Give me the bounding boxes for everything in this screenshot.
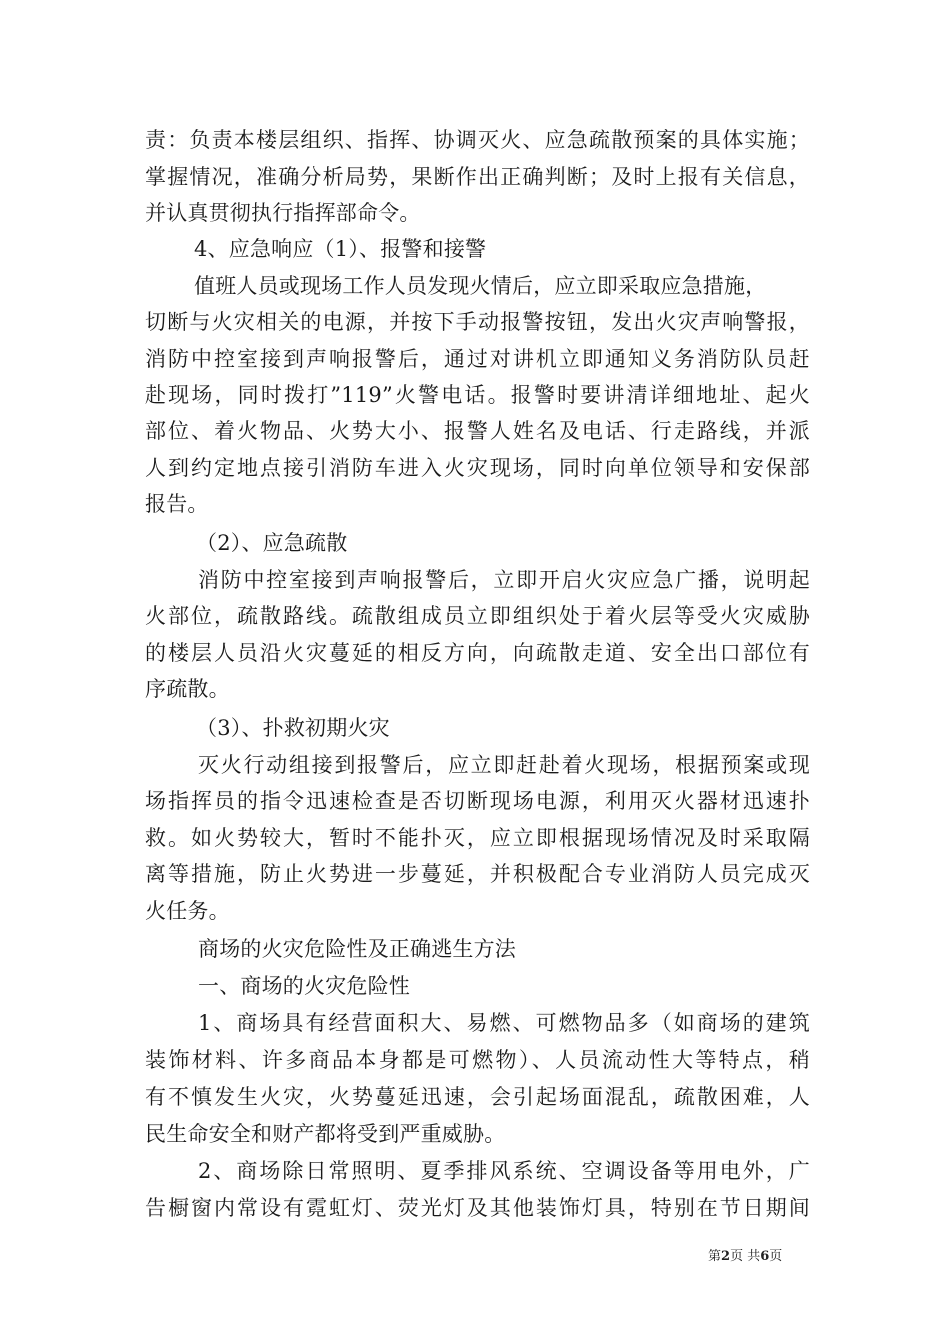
text-line: 掌握情况，准确分析局势，果断作出正确判断；及时上报有关信息， [145, 165, 810, 189]
text-line: 并认真贯彻执行指挥部命令。 [145, 201, 421, 225]
text-line: 赴现场，同时拨打”119”火警电话。报警时要讲清详细地址、起火 [145, 383, 810, 407]
text-line: 报告。 [145, 492, 209, 516]
page-number: 2 [721, 1249, 731, 1264]
text-line: 的楼层人员沿火灾蔓延的相反方向，向疏散走道、安全出口部位有 [145, 641, 810, 665]
text-line: 责：负责本楼层组织、指挥、协调灭火、应急疏散预案的具体实施； [145, 128, 810, 152]
text-line: 1、商场具有经营面积大、易燃、可燃物品多（如商场的建筑 [198, 1011, 810, 1035]
section-heading: 一、商场的火灾危险性 [198, 974, 410, 998]
text-line: 火部位，疏散路线。疏散组成员立即组织处于着火层等受火灾威胁 [145, 604, 810, 628]
text-line: 值班人员或现场工作人员发现火情后，应立即采取应急措施， [194, 274, 767, 298]
text-line: 灭火行动组接到报警后，应立即赶赴着火现场，根据预案或现 [198, 753, 810, 777]
text-line: 人到约定地点接引消防车进入火灾现场，同时向单位领导和安保部 [145, 456, 810, 480]
text-line: 民生命安全和财产都将受到严重威胁。 [145, 1122, 506, 1146]
text-line: 2、商场除日常照明、夏季排风系统、空调设备等用电外，广 [198, 1159, 810, 1183]
section-heading: （3）、扑救初期火灾 [196, 716, 390, 740]
text-line: 告橱窗内常设有霓虹灯、荧光灯及其他装饰灯具，特别在节日期间 [145, 1196, 810, 1220]
total-pages: 6 [760, 1249, 770, 1264]
text-line: 离等措施，防止火势进一步蔓延，并积极配合专业消防人员完成灭 [145, 862, 810, 886]
footer-prefix: 第 [708, 1249, 722, 1264]
text-line: 火任务。 [145, 899, 230, 923]
text-line: 序疏散。 [145, 677, 230, 701]
footer-middle: 页 共 [730, 1249, 761, 1264]
text-line: 装饰材料、许多商品本身都是可燃物）、人员流动性大等特点，稍 [145, 1048, 810, 1072]
text-line: 切断与火灾相关的电源，并按下手动报警按钮，发出火灾声响警报， [145, 310, 810, 334]
text-line: 有不慎发生火灾，火势蔓延迅速，会引起场面混乱，疏散困难，人 [145, 1085, 810, 1109]
section-heading: 商场的火灾危险性及正确逃生方法 [198, 937, 516, 961]
footer-suffix: 页 [769, 1249, 783, 1264]
text-line: 场指挥员的指令迅速检查是否切断现场电源，利用灭火器材迅速扑 [145, 789, 810, 813]
section-heading: （2）、应急疏散 [196, 531, 348, 555]
text-line: 救。如火势较大，暂时不能扑灭，应立即根据现场情况及时采取隔 [145, 826, 810, 850]
text-line: 消防中控室接到声响报警后，立即开启火灾应急广播，说明起 [198, 568, 810, 592]
text-line: 消防中控室接到声响报警后，通过对讲机立即通知义务消防队员赶 [145, 347, 810, 371]
text-line: 部位、着火物品、火势大小、报警人姓名及电话、行走路线，并派 [145, 419, 810, 443]
page-footer [708, 1249, 782, 1265]
section-heading: 4、应急响应（1）、报警和接警 [194, 237, 487, 261]
